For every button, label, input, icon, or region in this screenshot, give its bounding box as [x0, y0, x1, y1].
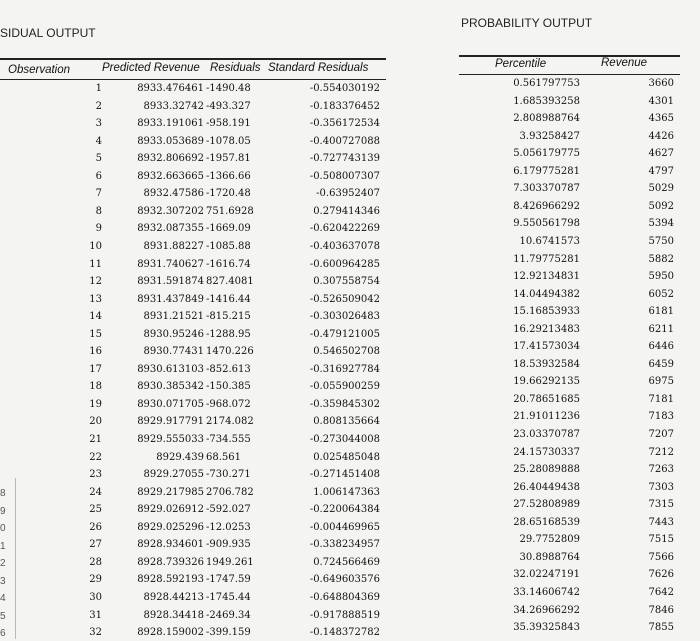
- cell-predicted-revenue: 8932.47586: [143, 188, 204, 200]
- cell-standard-residuals: -0.917888519: [309, 609, 380, 621]
- residual-header-top-line: [0, 58, 386, 60]
- cell-standard-residuals: -0.004469965: [309, 521, 380, 533]
- spreadsheet-row-number[interactable]: 1: [0, 540, 6, 552]
- cell-predicted-revenue: 8929.555033: [137, 434, 204, 445]
- cell-percentile: 3.93258427: [519, 130, 580, 142]
- cell-revenue: 7183: [648, 411, 674, 423]
- cell-residuals: -1957.81: [206, 153, 251, 165]
- cell-revenue: 7212: [648, 446, 674, 458]
- cell-residuals: -1669.09: [206, 223, 251, 235]
- cell-percentile: 18.53932584: [513, 358, 580, 370]
- cell-observation: 14: [89, 311, 102, 323]
- cell-residuals: -493.327: [206, 100, 251, 112]
- cell-observation: 32: [89, 627, 102, 639]
- cell-observation: 21: [89, 434, 102, 445]
- spreadsheet-row-number[interactable]: 9: [0, 505, 6, 517]
- cell-percentile: 0.561797753: [513, 78, 580, 89]
- cell-standard-residuals: -0.400727088: [309, 135, 380, 147]
- cell-observation: 22: [89, 451, 102, 463]
- cell-predicted-revenue: 8930.95246: [143, 328, 204, 340]
- spreadsheet-row-number[interactable]: 5: [0, 610, 6, 622]
- cell-standard-residuals: 0.808135664: [313, 416, 380, 428]
- cell-observation: 30: [89, 591, 102, 603]
- cell-predicted-revenue: 8932.663665: [137, 170, 204, 182]
- cell-revenue: 6181: [648, 306, 674, 318]
- cell-residuals: -852.613: [206, 363, 251, 375]
- cell-standard-residuals: -0.220064384: [309, 504, 380, 516]
- cell-observation: 9: [95, 223, 102, 235]
- header-percentile: Percentile: [495, 58, 547, 70]
- cell-predicted-revenue: 8933.32742: [143, 100, 204, 112]
- header-standard-residuals: Standard Residuals: [268, 62, 369, 74]
- cell-predicted-revenue: 8932.806692: [137, 153, 204, 165]
- cell-percentile: 7.303370787: [513, 183, 580, 195]
- cell-predicted-revenue: 8933.053689: [137, 135, 204, 147]
- spreadsheet-row-number[interactable]: 3: [0, 575, 6, 587]
- cell-predicted-revenue: 8931.21521: [143, 311, 204, 323]
- cell-percentile: 16.29213483: [513, 323, 580, 335]
- probability-table-row: [0, 426, 700, 443]
- cell-percentile: 10.6741573: [519, 235, 580, 247]
- cell-observation: 17: [89, 363, 102, 375]
- cell-standard-residuals: -0.648804369: [309, 591, 380, 603]
- cell-predicted-revenue: 8931.437849: [137, 293, 204, 305]
- cell-observation: 23: [89, 469, 102, 481]
- cell-standard-residuals: -0.620422269: [309, 223, 380, 235]
- cell-standard-residuals: -0.554030192: [309, 83, 380, 94]
- probability-table-row: [0, 391, 700, 408]
- probability-table-row: [0, 549, 700, 566]
- cell-residuals: -1616.74: [206, 258, 251, 270]
- cell-percentile: 35.39325843: [513, 622, 580, 634]
- header-observation: Observation: [8, 64, 71, 76]
- cell-residuals: -1747.59: [206, 574, 251, 586]
- probability-table-row: [0, 198, 700, 215]
- cell-revenue: 5950: [648, 271, 674, 283]
- probability-table-row: [0, 584, 700, 601]
- cell-standard-residuals: -0.526509042: [309, 293, 380, 305]
- cell-observation: 20: [89, 416, 102, 428]
- cell-percentile: 11.79775281: [513, 253, 580, 265]
- probability-table-row: [0, 180, 700, 197]
- probability-table-row: [0, 93, 700, 110]
- cell-percentile: 8.426966292: [513, 200, 580, 212]
- cell-predicted-revenue: 8928.739326: [137, 556, 204, 568]
- probability-table-row: [0, 566, 700, 583]
- cell-percentile: 34.26966292: [513, 604, 580, 616]
- spreadsheet-row-number[interactable]: 4: [0, 593, 6, 605]
- probability-table-row: [0, 110, 700, 127]
- cell-standard-residuals: -0.303026483: [309, 311, 380, 323]
- probability-table-row: [0, 268, 700, 285]
- cell-residuals: 2174.082: [206, 416, 254, 428]
- cell-predicted-revenue: 8933.476461: [137, 83, 204, 94]
- cell-revenue: 6211: [648, 323, 674, 335]
- cell-residuals: 68.561: [206, 451, 241, 463]
- cell-revenue: 7315: [648, 499, 674, 511]
- probability-table-row: [0, 444, 700, 461]
- cell-predicted-revenue: 8931.591874: [137, 276, 204, 288]
- cell-percentile: 5.056179775: [513, 148, 580, 160]
- cell-observation: 1: [95, 83, 102, 94]
- cell-predicted-revenue: 8930.071705: [137, 398, 204, 410]
- cell-observation: 26: [89, 521, 102, 533]
- cell-residuals: -1366.66: [206, 170, 251, 182]
- cell-standard-residuals: -0.479121005: [309, 328, 380, 340]
- cell-percentile: 1.685393258: [513, 95, 580, 107]
- cell-revenue: 4797: [648, 165, 674, 177]
- cell-revenue: 7181: [648, 393, 674, 405]
- cell-percentile: 15.16853933: [513, 306, 580, 318]
- cell-observation: 10: [89, 240, 102, 252]
- cell-revenue: 7855: [648, 622, 674, 634]
- cell-observation: 31: [89, 609, 102, 621]
- cell-standard-residuals: -0.273044008: [309, 434, 380, 445]
- cell-observation: 7: [95, 188, 102, 200]
- cell-predicted-revenue: 8932.307202: [137, 205, 204, 217]
- cell-standard-residuals: -0.600964285: [309, 258, 380, 270]
- cell-revenue: 7515: [648, 534, 674, 546]
- cell-observation: 25: [89, 504, 102, 516]
- cell-revenue: 7626: [648, 569, 674, 581]
- cell-revenue: 5092: [648, 200, 674, 212]
- cell-revenue: 7303: [648, 481, 674, 493]
- header-revenue: Revenue: [601, 57, 648, 69]
- cell-percentile: 9.550561798: [513, 218, 580, 230]
- cell-residuals: -399.159: [206, 627, 251, 639]
- cell-residuals: -968.072: [206, 398, 251, 410]
- probability-table-row: [0, 408, 700, 425]
- cell-residuals: -2469.34: [206, 609, 251, 621]
- cell-standard-residuals: -0.359845302: [309, 398, 380, 410]
- cell-revenue: 4301: [648, 95, 674, 107]
- cell-residuals: -1085.88: [206, 240, 251, 252]
- header-predicted-revenue: Predicted Revenue: [102, 62, 200, 74]
- cell-residuals: -815.215: [206, 311, 251, 323]
- probability-table-row: [0, 373, 700, 390]
- cell-revenue: 7642: [648, 586, 674, 598]
- probability-table-row: [0, 303, 700, 320]
- cell-percentile: 32.02247191: [513, 569, 580, 581]
- cell-observation: 2: [95, 100, 102, 112]
- cell-observation: 8: [95, 205, 102, 217]
- cell-revenue: 7263: [648, 464, 674, 476]
- cell-residuals: -734.555: [206, 434, 251, 445]
- cell-predicted-revenue: 8928.159002: [137, 627, 204, 639]
- spreadsheet-row-number[interactable]: 6: [0, 628, 6, 640]
- cell-observation: 6: [95, 170, 102, 182]
- cell-residuals: -1288.95: [206, 328, 251, 340]
- cell-percentile: 28.65168539: [513, 516, 580, 528]
- probability-table-row: [0, 286, 700, 303]
- probability-table-row: [0, 163, 700, 180]
- cell-predicted-revenue: 8931.740627: [137, 258, 204, 270]
- cell-observation: 16: [89, 346, 102, 358]
- spreadsheet-row-number[interactable]: 2: [0, 558, 6, 570]
- cell-percentile: 29.7752809: [519, 534, 580, 546]
- cell-observation: 11: [89, 258, 102, 270]
- cell-percentile: 25.28089888: [513, 464, 580, 476]
- cell-observation: 18: [89, 381, 102, 393]
- cell-revenue: 4365: [648, 113, 674, 125]
- cell-residuals: -1078.05: [206, 135, 251, 147]
- cell-predicted-revenue: 8930.77431: [143, 346, 204, 358]
- cell-predicted-revenue: 8928.44213: [143, 591, 204, 603]
- cell-revenue: 6052: [648, 288, 674, 300]
- cell-predicted-revenue: 8929.217985: [137, 486, 204, 498]
- probability-table-row: [0, 479, 700, 496]
- cell-percentile: 24.15730337: [513, 446, 580, 458]
- cell-revenue: 7207: [648, 429, 674, 440]
- cell-revenue: 6446: [648, 341, 674, 353]
- cell-percentile: 17.41573034: [513, 341, 580, 353]
- probability-table-row: [0, 461, 700, 478]
- cell-revenue: 6459: [648, 358, 674, 370]
- probability-table-row: [0, 128, 700, 145]
- probability-table-row: [0, 75, 700, 92]
- cell-revenue: 3660: [648, 78, 674, 89]
- cell-standard-residuals: 0.307558754: [313, 276, 380, 288]
- cell-predicted-revenue: 8929.026912: [137, 504, 204, 516]
- cell-predicted-revenue: 8929.27055: [143, 469, 204, 481]
- probability-table-row: [0, 619, 700, 636]
- cell-predicted-revenue: 8929.917791: [137, 416, 204, 428]
- cell-residuals: -909.935: [206, 539, 251, 551]
- probability-output-title: PROBABILITY OUTPUT: [461, 16, 593, 30]
- probability-table-row: [0, 233, 700, 250]
- cell-standard-residuals: -0.055900259: [309, 381, 380, 393]
- cell-standard-residuals: 1.006147363: [313, 486, 380, 498]
- cell-residuals: -592.027: [206, 504, 251, 516]
- cell-standard-residuals: -0.403637078: [309, 240, 380, 252]
- cell-standard-residuals: 0.279414346: [313, 205, 380, 217]
- cell-percentile: 14.04494382: [513, 288, 580, 300]
- cell-predicted-revenue: 8929.025296: [137, 521, 204, 533]
- cell-predicted-revenue: 8928.592193: [137, 574, 204, 586]
- probability-table-row: [0, 496, 700, 513]
- cell-residuals: 1949.261: [206, 556, 254, 568]
- probability-table-row: [0, 321, 700, 338]
- cell-standard-residuals: -0.649603576: [309, 574, 380, 586]
- cell-revenue: 5029: [648, 183, 674, 195]
- cell-residuals: 751.6928: [206, 205, 254, 217]
- cell-observation: 12: [89, 276, 102, 288]
- cell-residuals: -1720.48: [206, 188, 251, 200]
- cell-residuals: -1490.48: [206, 83, 251, 94]
- cell-standard-residuals: -0.316927784: [309, 363, 380, 375]
- cell-percentile: 6.179775281: [513, 165, 580, 177]
- cell-predicted-revenue: 8932.087355: [137, 223, 204, 235]
- cell-standard-residuals: -0.727743139: [309, 153, 380, 165]
- cell-revenue: 6975: [648, 376, 674, 388]
- cell-residuals: -1416.44: [206, 293, 251, 305]
- cell-standard-residuals: -0.63952407: [316, 188, 380, 200]
- cell-percentile: 26.40449438: [513, 481, 580, 493]
- cell-revenue: 5750: [648, 235, 674, 247]
- cell-standard-residuals: 0.025485048: [313, 451, 380, 463]
- probability-table-row: [0, 338, 700, 355]
- header-residuals: Residuals: [210, 62, 261, 74]
- cell-observation: 29: [89, 574, 102, 586]
- probability-table-row: [0, 531, 700, 548]
- cell-standard-residuals: -0.148372782: [309, 627, 380, 639]
- spreadsheet-row-number[interactable]: 8: [0, 488, 6, 499]
- cell-residuals: 1470.226: [206, 346, 254, 358]
- cell-standard-residuals: -0.271451408: [309, 469, 380, 481]
- cell-residuals: -958.191: [206, 118, 251, 130]
- cell-standard-residuals: -0.338234957: [309, 539, 380, 551]
- cell-revenue: 7566: [648, 551, 674, 563]
- cell-observation: 19: [89, 398, 102, 410]
- cell-percentile: 27.52808989: [513, 499, 580, 511]
- cell-residuals: -150.385: [206, 381, 251, 393]
- cell-predicted-revenue: 8928.34418: [143, 609, 204, 621]
- cell-observation: 28: [89, 556, 102, 568]
- cell-revenue: 5882: [648, 253, 674, 265]
- probability-table-row: [0, 356, 700, 373]
- probability-table-row: [0, 215, 700, 232]
- cell-revenue: 7846: [648, 604, 674, 616]
- probability-table-row: [0, 602, 700, 619]
- cell-residuals: 827.4081: [206, 276, 254, 288]
- cell-percentile: 21.91011236: [513, 411, 580, 423]
- cell-standard-residuals: 0.724566469: [313, 556, 380, 568]
- cell-standard-residuals: 0.546502708: [313, 346, 380, 358]
- cell-predicted-revenue: 8930.613103: [137, 363, 204, 375]
- probability-table-row: [0, 251, 700, 268]
- cell-residuals: -730.271: [206, 469, 251, 481]
- cell-observation: 5: [95, 153, 102, 165]
- cell-predicted-revenue: 8928.934601: [137, 539, 204, 551]
- cell-observation: 3: [95, 118, 102, 130]
- cell-standard-residuals: -0.183376452: [309, 100, 380, 112]
- cell-standard-residuals: -0.356172534: [309, 118, 380, 130]
- cell-revenue: 4627: [648, 148, 674, 160]
- probability-table-row: [0, 145, 700, 162]
- spreadsheet-row-number[interactable]: 0: [0, 523, 6, 535]
- cell-percentile: 19.66292135: [513, 376, 580, 388]
- cell-predicted-revenue: 8929.439: [156, 451, 204, 463]
- cell-observation: 13: [89, 293, 102, 305]
- cell-predicted-revenue: 8931.88227: [143, 240, 204, 252]
- probability-table-row: [0, 514, 700, 531]
- cell-residuals: -1745.44: [206, 591, 251, 603]
- cell-observation: 27: [89, 539, 102, 551]
- cell-percentile: 33.14606742: [513, 586, 580, 598]
- cell-residuals: -12.0253: [206, 521, 251, 533]
- cell-percentile: 30.8988764: [519, 551, 580, 563]
- cell-predicted-revenue: 8933.191061: [137, 118, 204, 130]
- cell-observation: 4: [95, 135, 102, 147]
- cell-percentile: 12.92134831: [513, 271, 580, 283]
- cell-revenue: 4426: [648, 130, 674, 142]
- cell-revenue: 5394: [648, 218, 674, 230]
- residual-output-title: SIDUAL OUTPUT: [0, 26, 96, 40]
- cell-percentile: 20.78651685: [513, 393, 580, 405]
- cell-revenue: 7443: [648, 516, 674, 528]
- cell-residuals: 2706.782: [206, 486, 254, 498]
- cell-observation: 15: [89, 328, 102, 340]
- cell-percentile: 23.03370787: [513, 429, 580, 440]
- cell-predicted-revenue: 8930.385342: [137, 381, 204, 393]
- cell-observation: 24: [89, 486, 102, 498]
- cell-standard-residuals: -0.508007307: [309, 170, 380, 182]
- cell-percentile: 2.808988764: [513, 113, 580, 125]
